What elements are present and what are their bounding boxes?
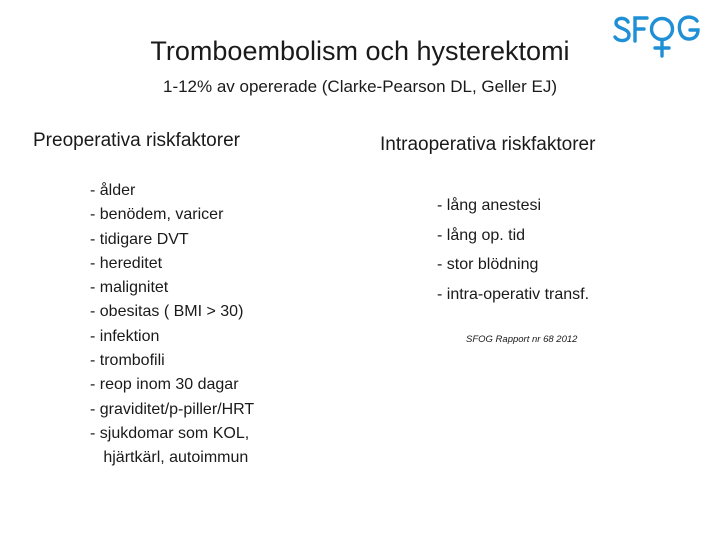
slide-subtitle: 1-12% av opererade (Clarke-Pearson DL, Geller EJ)	[162, 77, 557, 96]
list-item: - malignitet	[90, 279, 169, 297]
slide-title: Tromboembolism och hysterektomi	[150, 36, 570, 66]
list-item: - reop inom 30 dagar	[90, 376, 239, 394]
list-item: - trombofili	[90, 352, 165, 370]
list-item: - lång anestesi	[437, 197, 542, 214]
list-item: - intra-operativ transf.	[437, 285, 590, 303]
list-item: - ålder	[90, 182, 136, 199]
list-item: - sjukdomar som KOL,	[90, 424, 250, 442]
intraoperative-risk-list	[437, 191, 589, 309]
list-item: - stor blödning	[437, 256, 539, 273]
list-item: - infektion	[90, 327, 160, 345]
preoperative-risk-list	[90, 179, 254, 471]
list-item: - hereditet	[90, 254, 163, 272]
list-item: - graviditet/p-piller/HRT	[90, 400, 255, 418]
list-item: hjärtkärl, autoimmun	[90, 449, 249, 467]
list-item: - obesitas ( BMI > 30)	[90, 303, 244, 321]
source-citation: SFOG Rapport nr 68 2012	[466, 334, 578, 345]
preoperative-heading: Preoperativa riskfaktorer	[33, 130, 240, 151]
list-item: - benödem, varicer	[90, 206, 224, 224]
intraoperative-heading: Intraoperativa riskfaktorer	[380, 134, 596, 155]
list-item: - lång op. tid	[437, 226, 526, 244]
list-item: - tidigare DVT	[90, 230, 189, 248]
